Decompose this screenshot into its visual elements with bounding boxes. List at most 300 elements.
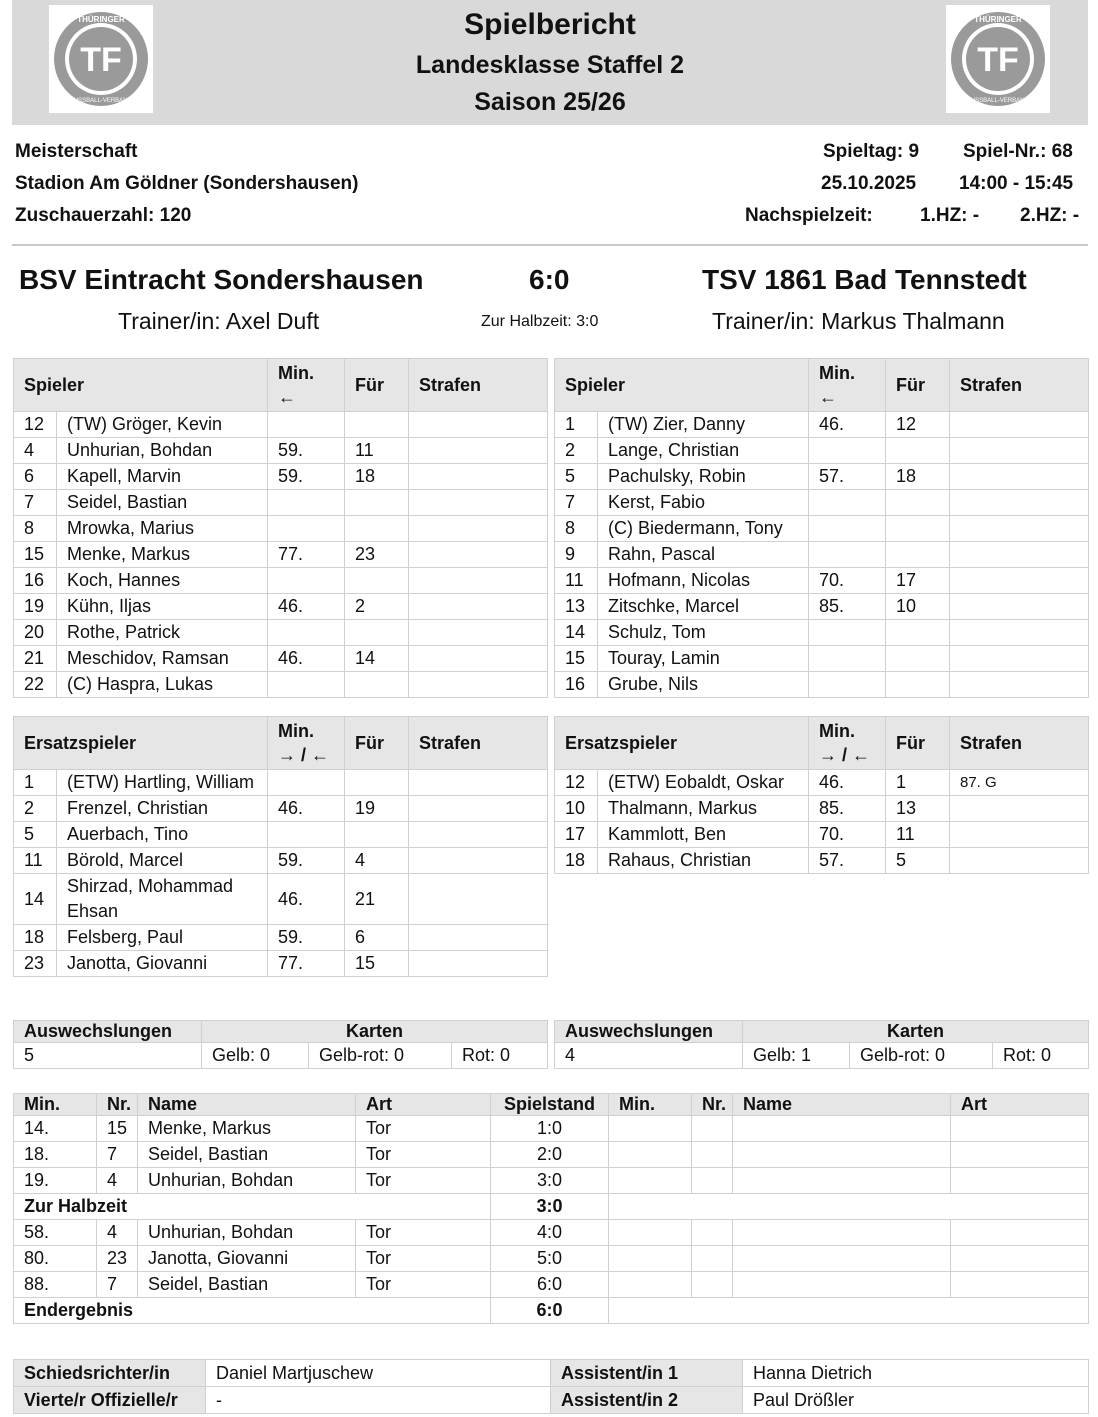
home-coach: Trainer/in: Axel Duft bbox=[118, 308, 320, 334]
player-row bbox=[14, 490, 548, 516]
empty-cell bbox=[951, 1220, 1089, 1246]
player-number: 21 bbox=[14, 646, 57, 672]
player-name: Schulz, Tom bbox=[598, 620, 809, 646]
event-minute: 80. bbox=[14, 1246, 97, 1272]
venue: Stadion Am Göldner (Sondershausen) bbox=[15, 173, 359, 194]
player-number: 17 bbox=[555, 822, 598, 848]
fourth-official-name: - bbox=[206, 1387, 551, 1414]
empty-cell bbox=[951, 1246, 1089, 1272]
player-swapped-for: 21 bbox=[345, 874, 409, 925]
player-row bbox=[555, 568, 1089, 594]
player-number: 7 bbox=[555, 490, 598, 516]
attendance: Zuschauerzahl: 120 bbox=[15, 205, 192, 226]
minute-header: Min. → / ← bbox=[809, 717, 886, 770]
player-swapped-for bbox=[886, 646, 950, 672]
player-penalty bbox=[950, 568, 1089, 594]
player-name: Hofmann, Nicolas bbox=[598, 568, 809, 594]
player-row bbox=[555, 438, 1089, 464]
event-player: Seidel, Bastian bbox=[138, 1272, 356, 1298]
player-swapped-for: 4 bbox=[345, 848, 409, 874]
player-name: Auerbach, Tino bbox=[57, 822, 268, 848]
event-minute: 18. bbox=[14, 1142, 97, 1168]
empty-cell bbox=[733, 1116, 951, 1142]
player-penalty bbox=[409, 464, 548, 490]
penalties-header: Strafen bbox=[950, 717, 1089, 770]
player-name: Shirzad, Mohammad Ehsan bbox=[57, 874, 268, 925]
player-penalty bbox=[950, 542, 1089, 568]
player-row bbox=[555, 412, 1089, 438]
player-number: 8 bbox=[14, 516, 57, 542]
player-minute bbox=[268, 770, 345, 796]
cards-label: Karten bbox=[743, 1021, 1089, 1043]
type-header: Art bbox=[356, 1094, 491, 1116]
empty-cell bbox=[609, 1142, 692, 1168]
event-player: Unhurian, Bohdan bbox=[138, 1220, 356, 1246]
penalties-header: Strafen bbox=[950, 359, 1089, 412]
player-number: 16 bbox=[555, 672, 598, 698]
empty-cell bbox=[733, 1168, 951, 1194]
player-minute: 46. bbox=[268, 874, 345, 925]
player-minute: 59. bbox=[268, 438, 345, 464]
player-number: 9 bbox=[555, 542, 598, 568]
minute-header: Min. ← bbox=[268, 359, 345, 412]
player-swapped-for: 23 bbox=[345, 542, 409, 568]
player-swapped-for bbox=[886, 542, 950, 568]
for-header: Für bbox=[345, 359, 409, 412]
player-row bbox=[14, 646, 548, 672]
player-row bbox=[555, 542, 1089, 568]
event-type: Tor bbox=[356, 1272, 491, 1298]
player-name: Touray, Lamin bbox=[598, 646, 809, 672]
player-swapped-for: 11 bbox=[886, 822, 950, 848]
minute-header: Min. ← bbox=[809, 359, 886, 412]
player-name: (TW) Gröger, Kevin bbox=[57, 412, 268, 438]
matchday: Spieltag: 9 bbox=[823, 141, 920, 162]
player-minute: 57. bbox=[809, 464, 886, 490]
player-row bbox=[14, 822, 548, 848]
empty-cell bbox=[951, 1116, 1089, 1142]
event-row bbox=[14, 1298, 1089, 1324]
player-number: 14 bbox=[14, 874, 57, 925]
subs-count: 4 bbox=[555, 1043, 743, 1069]
referee-name: Daniel Martjuschew bbox=[206, 1360, 551, 1387]
player-name: Thalmann, Markus bbox=[598, 796, 809, 822]
empty-cell bbox=[609, 1220, 692, 1246]
player-name: (ETW) Hartling, William bbox=[57, 770, 268, 796]
officials bbox=[13, 1359, 1089, 1414]
player-minute bbox=[809, 646, 886, 672]
for-header: Für bbox=[345, 717, 409, 770]
player-number: 5 bbox=[555, 464, 598, 490]
halftime-score: Zur Halbzeit: 3:0 bbox=[481, 313, 599, 330]
player-number: 12 bbox=[555, 770, 598, 796]
away-substitutes bbox=[554, 716, 1089, 874]
event-score: 4:0 bbox=[491, 1220, 609, 1246]
player-penalty bbox=[409, 822, 548, 848]
player-name: Kühn, Iljas bbox=[57, 594, 268, 620]
report-title: Spielbericht bbox=[464, 8, 636, 41]
player-row bbox=[14, 594, 548, 620]
player-name: Rahn, Pascal bbox=[598, 542, 809, 568]
player-penalty bbox=[950, 438, 1089, 464]
player-row bbox=[14, 672, 548, 698]
player-number: 6 bbox=[14, 464, 57, 490]
minute-header: Min. → / ← bbox=[268, 717, 345, 770]
yellowred-count: Gelb-rot: 0 bbox=[309, 1043, 452, 1069]
player-name: Janotta, Giovanni bbox=[57, 951, 268, 977]
logo-monogram: TF bbox=[977, 41, 1019, 79]
player-minute bbox=[809, 516, 886, 542]
player-row bbox=[14, 568, 548, 594]
player-penalty bbox=[950, 848, 1089, 874]
red-count: Rot: 0 bbox=[452, 1043, 548, 1069]
empty-cell bbox=[609, 1272, 692, 1298]
player-name: Unhurian, Bohdan bbox=[57, 438, 268, 464]
player-minute: 77. bbox=[268, 542, 345, 568]
logo-monogram: TF bbox=[80, 41, 122, 79]
event-number: 4 bbox=[97, 1168, 138, 1194]
player-minute bbox=[268, 672, 345, 698]
player-swapped-for bbox=[345, 412, 409, 438]
player-row bbox=[555, 770, 1089, 796]
player-number: 11 bbox=[14, 848, 57, 874]
player-swapped-for: 10 bbox=[886, 594, 950, 620]
player-row bbox=[14, 542, 548, 568]
event-number: 23 bbox=[97, 1246, 138, 1272]
player-swapped-for: 18 bbox=[886, 464, 950, 490]
player-swapped-for: 5 bbox=[886, 848, 950, 874]
player-penalty bbox=[950, 490, 1089, 516]
player-penalty bbox=[950, 464, 1089, 490]
event-minute: 88. bbox=[14, 1272, 97, 1298]
player-number: 23 bbox=[14, 951, 57, 977]
player-row bbox=[14, 951, 548, 977]
player-penalty bbox=[950, 594, 1089, 620]
player-name: Kapell, Marvin bbox=[57, 464, 268, 490]
penalties-header: Strafen bbox=[409, 359, 548, 412]
event-row bbox=[14, 1220, 1089, 1246]
player-penalty bbox=[409, 770, 548, 796]
player-number: 20 bbox=[14, 620, 57, 646]
event-minute: 14. bbox=[14, 1116, 97, 1142]
score-header: Spielstand bbox=[491, 1094, 609, 1116]
empty-cell bbox=[692, 1116, 733, 1142]
player-row bbox=[555, 490, 1089, 516]
player-penalty bbox=[409, 516, 548, 542]
player-number: 18 bbox=[14, 925, 57, 951]
event-score: 6:0 bbox=[491, 1298, 609, 1324]
player-name: Rahaus, Christian bbox=[598, 848, 809, 874]
player-row bbox=[14, 620, 548, 646]
player-row bbox=[14, 796, 548, 822]
assistant1-label: Assistent/in 1 bbox=[551, 1360, 743, 1387]
player-swapped-for: 12 bbox=[886, 412, 950, 438]
subs-label: Auswechslungen bbox=[14, 1021, 202, 1043]
empty-cell bbox=[733, 1220, 951, 1246]
event-minute: 19. bbox=[14, 1168, 97, 1194]
report-header bbox=[12, 0, 1088, 125]
player-minute bbox=[268, 412, 345, 438]
nr-header: Nr. bbox=[97, 1094, 138, 1116]
empty-cell bbox=[609, 1116, 692, 1142]
player-minute bbox=[268, 568, 345, 594]
player-row bbox=[555, 796, 1089, 822]
player-minute bbox=[268, 516, 345, 542]
event-score: 6:0 bbox=[491, 1272, 609, 1298]
player-number: 1 bbox=[555, 412, 598, 438]
player-number: 5 bbox=[14, 822, 57, 848]
event-number: 7 bbox=[97, 1272, 138, 1298]
empty-cell bbox=[733, 1246, 951, 1272]
player-penalty bbox=[409, 672, 548, 698]
player-number: 10 bbox=[555, 796, 598, 822]
event-number: 15 bbox=[97, 1116, 138, 1142]
player-name: Felsberg, Paul bbox=[57, 925, 268, 951]
player-header: Spieler bbox=[14, 359, 268, 412]
player-name: Mrowka, Marius bbox=[57, 516, 268, 542]
player-row bbox=[555, 464, 1089, 490]
player-penalty bbox=[409, 594, 548, 620]
logo-text-top: THÜRINGER bbox=[974, 15, 1022, 24]
empty-cell bbox=[692, 1142, 733, 1168]
empty-cell bbox=[609, 1194, 1089, 1220]
player-minute: 46. bbox=[809, 412, 886, 438]
player-name: Grube, Nils bbox=[598, 672, 809, 698]
player-swapped-for: 11 bbox=[345, 438, 409, 464]
assistant2-name: Paul Drößler bbox=[743, 1387, 1089, 1414]
logo-text-top: THÜRINGER bbox=[77, 15, 125, 24]
event-score: 5:0 bbox=[491, 1246, 609, 1272]
player-penalty bbox=[950, 620, 1089, 646]
player-name: Zitschke, Marcel bbox=[598, 594, 809, 620]
player-penalty bbox=[409, 490, 548, 516]
player-row bbox=[14, 412, 548, 438]
player-minute bbox=[268, 620, 345, 646]
event-minute: 58. bbox=[14, 1220, 97, 1246]
player-swapped-for bbox=[886, 672, 950, 698]
player-number: 16 bbox=[14, 568, 57, 594]
player-swapped-for bbox=[886, 490, 950, 516]
name-header: Name bbox=[138, 1094, 356, 1116]
player-minute bbox=[809, 438, 886, 464]
player-name: Seidel, Bastian bbox=[57, 490, 268, 516]
assistant2-label: Assistent/in 2 bbox=[551, 1387, 743, 1414]
event-type: Tor bbox=[356, 1116, 491, 1142]
player-number: 2 bbox=[555, 438, 598, 464]
event-row bbox=[14, 1142, 1089, 1168]
event-number: 7 bbox=[97, 1142, 138, 1168]
player-swapped-for: 15 bbox=[345, 951, 409, 977]
empty-cell bbox=[692, 1168, 733, 1194]
player-number: 7 bbox=[14, 490, 57, 516]
player-swapped-for: 14 bbox=[345, 646, 409, 672]
player-row bbox=[555, 516, 1089, 542]
player-name: Börold, Marcel bbox=[57, 848, 268, 874]
sub-header: Ersatzspieler bbox=[555, 717, 809, 770]
empty-cell bbox=[951, 1272, 1089, 1298]
away-starting-lineup bbox=[554, 358, 1089, 698]
away-team: TSV 1861 Bad Tennstedt bbox=[702, 264, 1027, 295]
player-minute: 46. bbox=[268, 796, 345, 822]
player-name: Meschidov, Ramsan bbox=[57, 646, 268, 672]
player-minute: 57. bbox=[809, 848, 886, 874]
empty-cell bbox=[609, 1168, 692, 1194]
match-events bbox=[13, 1093, 1089, 1324]
player-number: 12 bbox=[14, 412, 57, 438]
empty-cell bbox=[609, 1298, 1089, 1324]
player-number: 19 bbox=[14, 594, 57, 620]
player-row bbox=[555, 620, 1089, 646]
player-row bbox=[555, 672, 1089, 698]
player-penalty bbox=[409, 568, 548, 594]
player-name: Frenzel, Christian bbox=[57, 796, 268, 822]
player-penalty bbox=[409, 542, 548, 568]
player-swapped-for: 19 bbox=[345, 796, 409, 822]
home-summary bbox=[13, 1020, 548, 1069]
event-score: 2:0 bbox=[491, 1142, 609, 1168]
player-penalty bbox=[950, 672, 1089, 698]
event-player: Unhurian, Bohdan bbox=[138, 1168, 356, 1194]
season: Saison 25/26 bbox=[474, 88, 626, 116]
player-swapped-for bbox=[886, 516, 950, 542]
player-minute bbox=[809, 672, 886, 698]
player-number: 11 bbox=[555, 568, 598, 594]
divider bbox=[12, 244, 1088, 246]
player-penalty bbox=[409, 951, 548, 977]
player-name: Koch, Hannes bbox=[57, 568, 268, 594]
player-swapped-for: 2 bbox=[345, 594, 409, 620]
player-header: Spieler bbox=[555, 359, 809, 412]
fourth-official-label: Vierte/r Offizielle/r bbox=[14, 1387, 206, 1414]
player-number: 14 bbox=[555, 620, 598, 646]
player-row bbox=[14, 848, 548, 874]
player-number: 1 bbox=[14, 770, 57, 796]
player-minute: 46. bbox=[268, 594, 345, 620]
event-row bbox=[14, 1168, 1089, 1194]
sub-header: Ersatzspieler bbox=[14, 717, 268, 770]
player-swapped-for: 17 bbox=[886, 568, 950, 594]
player-row bbox=[14, 874, 548, 925]
player-penalty bbox=[409, 412, 548, 438]
player-name: Pachulsky, Robin bbox=[598, 464, 809, 490]
event-score: 3:0 bbox=[491, 1168, 609, 1194]
player-number: 8 bbox=[555, 516, 598, 542]
player-row bbox=[555, 594, 1089, 620]
player-number: 18 bbox=[555, 848, 598, 874]
nr-header: Nr. bbox=[692, 1094, 733, 1116]
player-number: 15 bbox=[555, 646, 598, 672]
event-phase-label: Endergebnis bbox=[14, 1298, 491, 1324]
player-penalty bbox=[409, 925, 548, 951]
player-row bbox=[555, 848, 1089, 874]
final-score: 6:0 bbox=[529, 264, 570, 295]
player-name: Kammlott, Ben bbox=[598, 822, 809, 848]
event-phase-label: Zur Halbzeit bbox=[14, 1194, 491, 1220]
player-minute: 85. bbox=[809, 796, 886, 822]
player-minute bbox=[809, 620, 886, 646]
empty-cell bbox=[733, 1142, 951, 1168]
player-penalty bbox=[409, 796, 548, 822]
player-penalty bbox=[950, 796, 1089, 822]
player-row bbox=[14, 925, 548, 951]
player-swapped-for: 6 bbox=[345, 925, 409, 951]
event-type: Tor bbox=[356, 1246, 491, 1272]
event-row bbox=[14, 1116, 1089, 1142]
player-swapped-for bbox=[345, 516, 409, 542]
type-header: Art bbox=[951, 1094, 1089, 1116]
player-minute: 59. bbox=[268, 925, 345, 951]
away-summary bbox=[554, 1020, 1089, 1069]
yellow-count: Gelb: 0 bbox=[202, 1043, 309, 1069]
player-row bbox=[555, 822, 1089, 848]
player-swapped-for: 13 bbox=[886, 796, 950, 822]
home-team: BSV Eintracht Sondershausen bbox=[19, 264, 424, 295]
min-header: Min. bbox=[609, 1094, 692, 1116]
player-number: 2 bbox=[14, 796, 57, 822]
player-minute: 59. bbox=[268, 464, 345, 490]
player-penalty bbox=[409, 438, 548, 464]
player-number: 15 bbox=[14, 542, 57, 568]
player-name: Kerst, Fabio bbox=[598, 490, 809, 516]
player-number: 22 bbox=[14, 672, 57, 698]
event-score: 3:0 bbox=[491, 1194, 609, 1220]
player-penalty bbox=[950, 822, 1089, 848]
event-row bbox=[14, 1272, 1089, 1298]
player-minute: 70. bbox=[809, 822, 886, 848]
event-row bbox=[14, 1194, 1089, 1220]
event-type: Tor bbox=[356, 1142, 491, 1168]
home-substitutes bbox=[13, 716, 548, 977]
player-penalty bbox=[409, 848, 548, 874]
event-player: Janotta, Giovanni bbox=[138, 1246, 356, 1272]
empty-cell bbox=[733, 1272, 951, 1298]
empty-cell bbox=[692, 1220, 733, 1246]
player-penalty bbox=[950, 516, 1089, 542]
subs-count: 5 bbox=[14, 1043, 202, 1069]
event-score: 1:0 bbox=[491, 1116, 609, 1142]
stoppage-label: Nachspielzeit: bbox=[745, 205, 873, 226]
player-name: Menke, Markus bbox=[57, 542, 268, 568]
player-swapped-for: 1 bbox=[886, 770, 950, 796]
event-row bbox=[14, 1246, 1089, 1272]
stoppage-h2: 2.HZ: - bbox=[1020, 205, 1080, 226]
player-row bbox=[14, 464, 548, 490]
player-row bbox=[14, 770, 548, 796]
player-number: 13 bbox=[555, 594, 598, 620]
player-row bbox=[14, 516, 548, 542]
referee-label: Schiedsrichter/in bbox=[14, 1360, 206, 1387]
event-player: Seidel, Bastian bbox=[138, 1142, 356, 1168]
home-starting-lineup bbox=[13, 358, 548, 698]
player-penalty bbox=[409, 620, 548, 646]
away-coach: Trainer/in: Markus Thalmann bbox=[712, 308, 1005, 334]
match-date: 25.10.2025 bbox=[821, 173, 917, 194]
player-penalty bbox=[950, 412, 1089, 438]
yellowred-count: Gelb-rot: 0 bbox=[850, 1043, 993, 1069]
player-row bbox=[14, 438, 548, 464]
event-type: Tor bbox=[356, 1168, 491, 1194]
player-swapped-for: 18 bbox=[345, 464, 409, 490]
player-name: Rothe, Patrick bbox=[57, 620, 268, 646]
player-penalty bbox=[409, 646, 548, 672]
empty-cell bbox=[951, 1142, 1089, 1168]
logo-text-bottom: FUSSBALL-VERBAND bbox=[70, 98, 132, 104]
player-name: (C) Biedermann, Tony bbox=[598, 516, 809, 542]
cards-label: Karten bbox=[202, 1021, 548, 1043]
subs-label: Auswechslungen bbox=[555, 1021, 743, 1043]
player-swapped-for bbox=[345, 672, 409, 698]
empty-cell bbox=[692, 1246, 733, 1272]
